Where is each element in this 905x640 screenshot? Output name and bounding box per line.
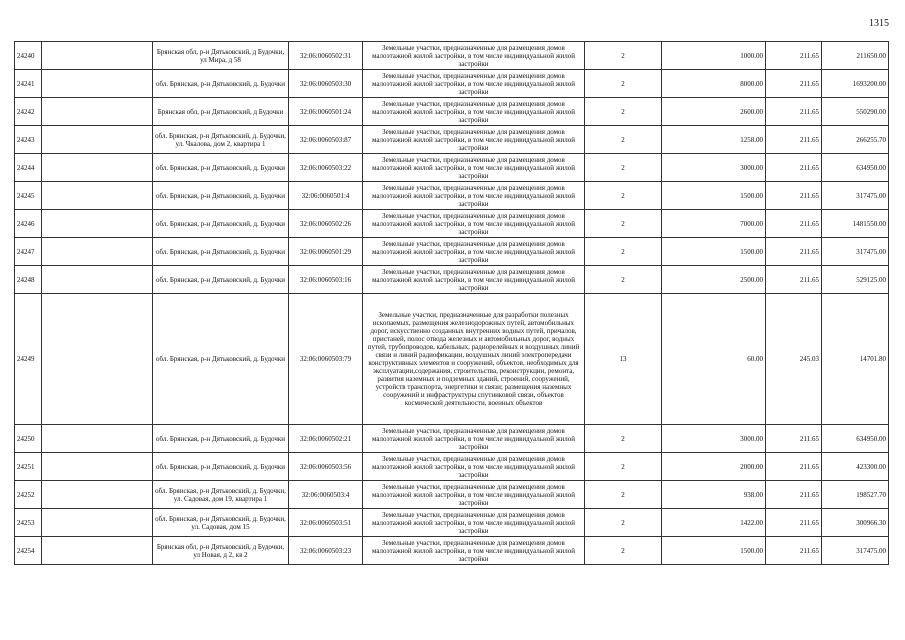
specific-value-cell: 211.65 <box>766 238 822 266</box>
cadastral-value-cell: 1481550.00 <box>822 210 889 238</box>
cadastral-value-cell: 14701.80 <box>822 294 889 425</box>
row-number-cell: 24252 <box>15 481 42 509</box>
row-number-cell: 24247 <box>15 238 42 266</box>
row-number-cell: 24243 <box>15 126 42 154</box>
address-cell: Брянская обл, р-н Дятьковский, д Будочки <box>153 98 289 126</box>
cadastral-number-cell: 32:06:0060503:22 <box>289 154 363 182</box>
land-use-cell: Земельные участки, предназначенные для размещения домов малоэтажной жилой застройки, в том числе индивидуальной жилой застройки <box>363 98 585 126</box>
land-use-cell: Земельные участки, предназначенные для размещения домов малоэтажной жилой застройки, в том числе индивидуальной жилой застройки <box>363 537 585 565</box>
cadastral-value-cell: 634950.00 <box>822 425 889 453</box>
specific-value-cell: 211.65 <box>766 42 822 70</box>
group-code-cell: 2 <box>585 154 662 182</box>
land-use-cell: Земельные участки, предназначенные для размещения домов малоэтажной жилой застройки, в том числе индивидуальной жилой застройки <box>363 182 585 210</box>
table-row <box>15 126 889 154</box>
land-use-cell: Земельные участки, предназначенные для размещения домов малоэтажной жилой застройки, в том числе индивидуальной жилой застройки <box>363 481 585 509</box>
land-use-cell: Земельные участки, предназначенные для размещения домов малоэтажной жилой застройки, в том числе индивидуальной жилой застройки <box>363 238 585 266</box>
specific-value-cell: 211.65 <box>766 70 822 98</box>
land-use-cell: Земельные участки, предназначенные для размещения домов малоэтажной жилой застройки, в том числе индивидуальной жилой застройки <box>363 425 585 453</box>
table-row <box>15 453 889 481</box>
specific-value-cell: 211.65 <box>766 126 822 154</box>
address-cell: обл. Брянская, р-н Дятьковский, д. Будочки <box>153 182 289 210</box>
specific-value-cell: 211.65 <box>766 481 822 509</box>
cadastral-value-cell: 211650.00 <box>822 42 889 70</box>
cadastral-value-cell: 317475.00 <box>822 182 889 210</box>
group-code-cell: 2 <box>585 481 662 509</box>
address-cell: Брянская обл, р-н Дятьковский, д Будочки, ул Мира, д 58 <box>153 42 289 70</box>
blank-cell <box>42 126 153 154</box>
area-cell: 60.00 <box>662 294 766 425</box>
land-use-cell: Земельные участки, предназначенные для размещения домов малоэтажной жилой застройки, в том числе индивидуальной жилой застройки <box>363 70 585 98</box>
address-cell: обл. Брянская, р-н Дятьковский, д. Будочки <box>153 425 289 453</box>
table-row <box>15 154 889 182</box>
address-cell: обл. Брянская, р-н Дятьковский, д. Будочки <box>153 453 289 481</box>
land-use-cell: Земельные участки, предназначенные для размещения домов малоэтажной жилой застройки, в том числе индивидуальной жилой застройки <box>363 509 585 537</box>
row-number-cell: 24253 <box>15 509 42 537</box>
address-cell: обл. Брянская, р-н Дятьковский, д. Будочки, ул. Чкалова, дом 2, квартира 1 <box>153 126 289 154</box>
table-row <box>15 509 889 537</box>
table-row <box>15 210 889 238</box>
cadastral-number-cell: 32:06:0060503:87 <box>289 126 363 154</box>
blank-cell <box>42 154 153 182</box>
land-use-cell: Земельные участки, предназначенные для размещения домов малоэтажной жилой застройки, в том числе индивидуальной жилой застройки <box>363 154 585 182</box>
row-number-cell: 24241 <box>15 70 42 98</box>
area-cell: 938.00 <box>662 481 766 509</box>
cadastral-value-cell: 266255.70 <box>822 126 889 154</box>
cadastral-value-cell: 198527.70 <box>822 481 889 509</box>
cadastral-value-cell: 634950.00 <box>822 154 889 182</box>
address-cell: обл. Брянская, р-н Дятьковский, д. Будочки <box>153 70 289 98</box>
row-number-cell: 24240 <box>15 42 42 70</box>
specific-value-cell: 211.65 <box>766 266 822 294</box>
specific-value-cell: 245.03 <box>766 294 822 425</box>
area-cell: 7000.00 <box>662 210 766 238</box>
row-number-cell: 24242 <box>15 98 42 126</box>
land-use-cell: Земельные участки, предназначенные для размещения домов малоэтажной жилой застройки, в том числе индивидуальной жилой застройки <box>363 210 585 238</box>
specific-value-cell: 211.65 <box>766 537 822 565</box>
group-code-cell: 2 <box>585 537 662 565</box>
row-number-cell: 24244 <box>15 154 42 182</box>
cadastral-number-cell: 32:06:0060501:24 <box>289 98 363 126</box>
specific-value-cell: 211.65 <box>766 425 822 453</box>
area-cell: 1500.00 <box>662 238 766 266</box>
table-row <box>15 182 889 210</box>
cadastral-number-cell: 32:06:0060503:4 <box>289 481 363 509</box>
blank-cell <box>42 294 153 425</box>
land-use-cell: Земельные участки, предназначенные для размещения домов малоэтажной жилой застройки, в том числе индивидуальной жилой застройки <box>363 126 585 154</box>
address-cell: обл. Брянская, р-н Дятьковский, д. Будочки <box>153 154 289 182</box>
cadastral-value-cell: 1693200.00 <box>822 70 889 98</box>
area-cell: 3000.00 <box>662 154 766 182</box>
group-code-cell: 2 <box>585 210 662 238</box>
specific-value-cell: 211.65 <box>766 509 822 537</box>
group-code-cell: 2 <box>585 238 662 266</box>
area-cell: 1500.00 <box>662 182 766 210</box>
specific-value-cell: 211.65 <box>766 453 822 481</box>
cadastral-number-cell: 32:06:0060503:16 <box>289 266 363 294</box>
specific-value-cell: 211.65 <box>766 182 822 210</box>
area-cell: 2500.00 <box>662 266 766 294</box>
row-number-cell: 24246 <box>15 210 42 238</box>
table-row <box>15 481 889 509</box>
blank-cell <box>42 210 153 238</box>
cadastral-number-cell: 32:06:0060501:29 <box>289 238 363 266</box>
group-code-cell: 13 <box>585 294 662 425</box>
cadastral-number-cell: 32:06:0060502:26 <box>289 210 363 238</box>
address-cell: обл. Брянская, р-н Дятьковский, д. Будочки <box>153 210 289 238</box>
row-number-cell: 24245 <box>15 182 42 210</box>
cadastral-number-cell: 32:06:0060503:56 <box>289 453 363 481</box>
area-cell: 8000.00 <box>662 70 766 98</box>
group-code-cell: 2 <box>585 182 662 210</box>
table-row <box>15 425 889 453</box>
table-row <box>15 238 889 266</box>
table-row <box>15 537 889 565</box>
cadastral-value-cell: 300966.30 <box>822 509 889 537</box>
table-row <box>15 42 889 70</box>
cadastral-number-cell: 32:06:0060503:79 <box>289 294 363 425</box>
blank-cell <box>42 70 153 98</box>
specific-value-cell: 211.65 <box>766 210 822 238</box>
blank-cell <box>42 98 153 126</box>
blank-cell <box>42 42 153 70</box>
row-number-cell: 24251 <box>15 453 42 481</box>
land-use-cell: Земельные участки, предназначенные для размещения домов малоэтажной жилой застройки, в том числе индивидуальной жилой застройки <box>363 453 585 481</box>
address-cell: Брянская обл, р-н Дятьковский, д Будочки, ул Новая, д 2, кв 2 <box>153 537 289 565</box>
row-number-cell: 24248 <box>15 266 42 294</box>
cadastral-number-cell: 32:06:0060503:30 <box>289 70 363 98</box>
cadastral-value-cell: 317475.00 <box>822 537 889 565</box>
area-cell: 2000.00 <box>662 453 766 481</box>
cadastral-number-cell: 32:06:0060503:51 <box>289 509 363 537</box>
group-code-cell: 2 <box>585 266 662 294</box>
cadastral-number-cell: 32:06:0060502:31 <box>289 42 363 70</box>
specific-value-cell: 211.65 <box>766 98 822 126</box>
row-number-cell: 24249 <box>15 294 42 425</box>
land-use-cell: Земельные участки, предназначенные для размещения домов малоэтажной жилой застройки, в том числе индивидуальной жилой застройки <box>363 266 585 294</box>
group-code-cell: 2 <box>585 453 662 481</box>
area-cell: 3000.00 <box>662 425 766 453</box>
cadastral-value-cell: 423300.00 <box>822 453 889 481</box>
blank-cell <box>42 453 153 481</box>
cadastral-value-cell: 550290.00 <box>822 98 889 126</box>
address-cell: обл. Брянская, р-н Дятьковский, д. Будочки, ул. Садовая, дом 15 <box>153 509 289 537</box>
row-number-cell: 24250 <box>15 425 42 453</box>
area-cell: 1000.00 <box>662 42 766 70</box>
specific-value-cell: 211.65 <box>766 154 822 182</box>
address-cell: обл. Брянская, р-н Дятьковский, д. Будочки <box>153 238 289 266</box>
area-cell: 2600.00 <box>662 98 766 126</box>
blank-cell <box>42 238 153 266</box>
group-code-cell: 2 <box>585 425 662 453</box>
blank-cell <box>42 266 153 294</box>
page-number: 1315 <box>869 18 889 29</box>
cadastral-number-cell: 32:06:0060503:23 <box>289 537 363 565</box>
address-cell: обл. Брянская, р-н Дятьковский, д. Будочки <box>153 266 289 294</box>
table-row <box>15 98 889 126</box>
blank-cell <box>42 509 153 537</box>
cadastral-number-cell: 32:06:0060502:21 <box>289 425 363 453</box>
table-row <box>15 70 889 98</box>
land-use-cell: Земельные участки, предназначенные для разработки полезных ископаемых, размещения железнодорожных путей, автомобильных дорог, искусственно созданных внутренних водных путей, причалов, пристаней, полос отвода железных и автомобильных дорог, водных путей, трубопроводов, кабельных, радиорелейных и воздушных линий связи и линий радиофикации, воздушных линий электропередачи конструктивных элементов и сооружений, объектов, необходимых для эксплуатации,содержания, строительства, реконструкции, ремонта, развития наземных и подземных зданий, строений, сооружений, устройств транспорта, энергетики и связи; размещения наземных сооружений и инфраструктуры спутниковой связи, объектов космической деятельности, военных объектов <box>363 294 585 425</box>
row-number-cell: 24254 <box>15 537 42 565</box>
blank-cell <box>42 481 153 509</box>
blank-cell <box>42 425 153 453</box>
area-cell: 1422.00 <box>662 509 766 537</box>
cadastral-number-cell: 32:06:0060501:4 <box>289 182 363 210</box>
group-code-cell: 2 <box>585 42 662 70</box>
land-registry-table <box>14 41 889 565</box>
group-code-cell: 2 <box>585 126 662 154</box>
area-cell: 1258.00 <box>662 126 766 154</box>
address-cell: обл. Брянская, р-н Дятьковский, д. Будочки, ул. Садовая, дом 19, квартира 1 <box>153 481 289 509</box>
cadastral-value-cell: 317475.00 <box>822 238 889 266</box>
table-row <box>15 266 889 294</box>
group-code-cell: 2 <box>585 98 662 126</box>
blank-cell <box>42 182 153 210</box>
blank-cell <box>42 537 153 565</box>
land-use-cell: Земельные участки, предназначенные для размещения домов малоэтажной жилой застройки, в том числе индивидуальной жилой застройки <box>363 42 585 70</box>
table-row <box>15 294 889 425</box>
group-code-cell: 2 <box>585 70 662 98</box>
group-code-cell: 2 <box>585 509 662 537</box>
area-cell: 1500.00 <box>662 537 766 565</box>
cadastral-value-cell: 529125.00 <box>822 266 889 294</box>
address-cell: обл. Брянская, р-н Дятьковский, д. Будочки <box>153 294 289 425</box>
